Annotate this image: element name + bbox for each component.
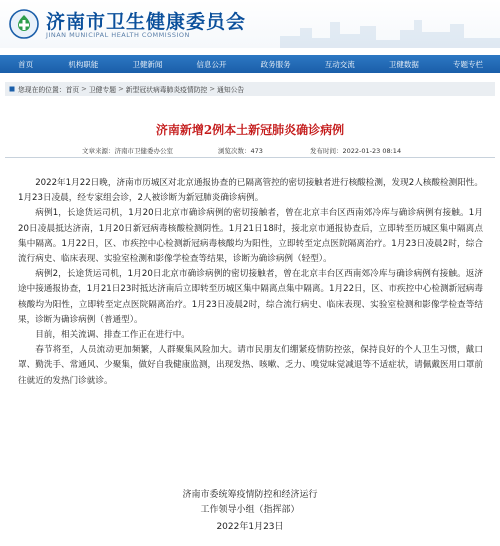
nav-topics[interactable]: 专题专栏 — [452, 59, 483, 69]
paragraph-advice: 春节将至，人员流动更加频繁，人群聚集风险加大。请市民朋友们绷紧疫情防控弦，保持良好的个人卫生习惯，戴口罩、勤洗手、常通风、少聚集，做好自我健康监测，出现发热、咳嗽、乏力、嗅觉味觉减退等不适症状，请佩戴医用口罩前往就近的发热门诊就诊。 — [18, 345, 483, 386]
breadcrumb-health-topics[interactable]: 卫健专题 — [88, 86, 117, 94]
views-label: 浏览次数： — [218, 147, 251, 155]
date-label: 发布时间： — [310, 147, 343, 155]
article-title: 济南新增2例本土新冠肺炎确诊病例 — [155, 123, 345, 137]
source-label: 文章来源： — [82, 147, 115, 155]
nav-news[interactable]: 卫健新闻 — [132, 59, 163, 69]
breadcrumb — [5, 82, 495, 96]
views-value: 473 — [250, 147, 263, 155]
signature-org: 济南市委统筹疫情防控和经济运行 — [182, 490, 318, 500]
breadcrumb-home[interactable]: 首页 — [65, 86, 80, 94]
skyline-decoration — [280, 0, 500, 48]
signature-date: 2022年1月23日 — [216, 522, 284, 532]
paragraph-case-1: 病例1，长途货运司机，1月20日北京市确诊病例的密切接触者，曾在北京丰台区西南郊冷库与确诊病例有接触。1月20日凌晨抵达济南，1月20日新冠病毒核酸检测阴性。1月21日18时，接北京市通报协查后，立即转至历城区集中隔离点集中隔离。1月22日，区、市疾控中心检测新冠病毒核酸均为阳性，立即转至定点医院隔离治疗。1月23日凌晨2时，综合流行病史、临床表现、实验室检测和影像学检查等结果，诊断为确诊病例（轻型）。 — [18, 208, 483, 265]
site-title[interactable]: 济南市卫生健康委员会 — [46, 11, 247, 33]
breadcrumb-separator: > — [209, 85, 216, 93]
nav-interaction[interactable]: 互动交流 — [324, 59, 355, 69]
meta-divider — [5, 157, 495, 158]
paragraph-intro: 2022年1月22日晚，济南市历城区对北京通报协查的已隔离管控的密切接触者进行核酸检测，发现2人核酸检测阳性。1月23日凌晨，经专家组会诊，2人被诊断为新冠肺炎确诊病例。 — [18, 178, 483, 204]
breadcrumb-prefix: 您现在的位置： — [18, 86, 66, 94]
article-body — [18, 176, 483, 389]
paragraph-status: 目前，相关流调、排查工作正在进行中。 — [35, 330, 190, 341]
nav-home[interactable]: 首页 — [18, 59, 34, 69]
breadcrumb-separator: > — [118, 85, 124, 93]
breadcrumb-covid-control[interactable]: 新型冠状病毒肺炎疫情防控 — [125, 86, 208, 94]
nav-disclosure[interactable]: 信息公开 — [196, 59, 227, 69]
paragraph-case-2: 病例2，长途货运司机，1月20日北京市确诊病例的密切接触者，曾在北京丰台区西南郊冷库与确诊病例有接触。返济途中接通报协查，1月21日23时抵达济南后立即转至历城区集中隔离点集中隔离。1月22日，区、市疾控中心检测新冠病毒核酸均为阳性，立即转至定点医院隔离治疗。1月23日凌晨2时，综合流行病史、临床表现、实验室检测和影像学检查等结果，诊断为确诊病例（普通型）。 — [18, 269, 483, 325]
location-icon — [9, 86, 15, 92]
breadcrumb-notices[interactable]: 通知公告 — [217, 86, 245, 94]
signature-sub: 工作领导小组（指挥部） — [200, 505, 300, 515]
date-value: 2022-01-23 08:14 — [342, 147, 402, 155]
logo-icon[interactable] — [9, 9, 39, 39]
source-meta — [82, 146, 173, 155]
source-value: 济南市卫健委办公室 — [114, 147, 173, 155]
main-nav — [0, 55, 500, 73]
views-meta — [218, 146, 263, 155]
nav-functions[interactable]: 机构职能 — [68, 59, 99, 69]
site-header — [0, 0, 500, 48]
nav-data[interactable]: 卫健数据 — [388, 59, 419, 69]
site-subtitle: JINAN MUNICIPAL HEALTH COMMISSION — [46, 31, 190, 39]
breadcrumb-separator: > — [81, 85, 87, 93]
nav-services[interactable]: 政务服务 — [260, 59, 291, 69]
date-meta — [310, 146, 401, 155]
